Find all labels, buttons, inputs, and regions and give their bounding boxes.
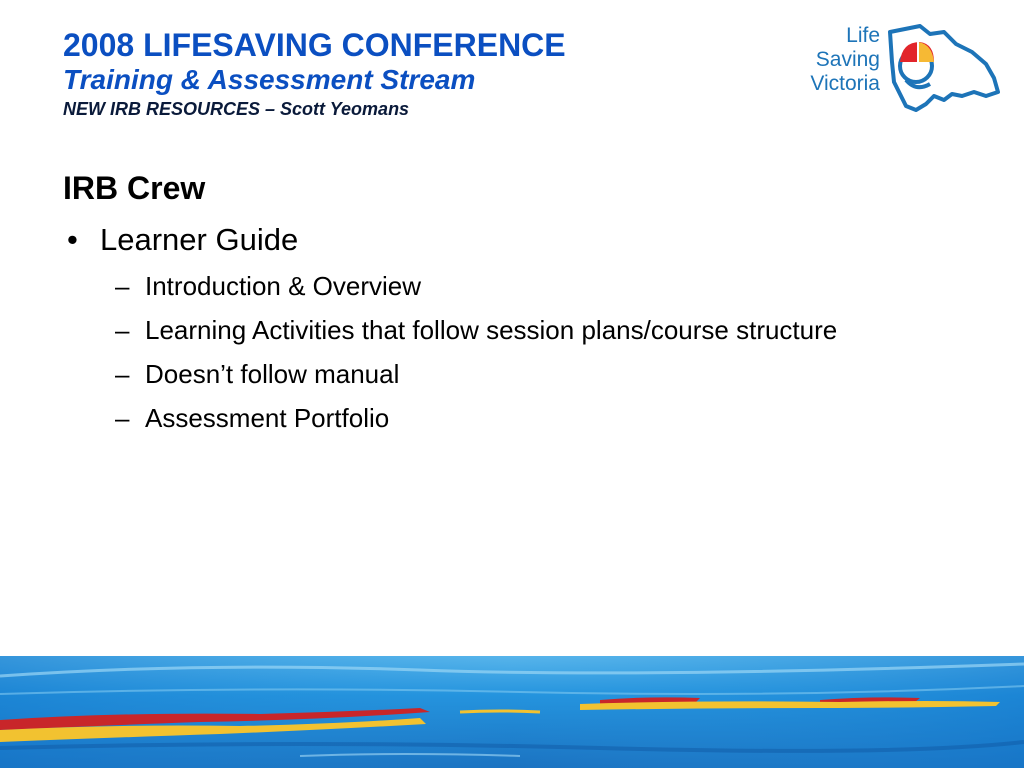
- section-heading: IRB Crew: [63, 170, 206, 206]
- dash-marker: –: [115, 359, 130, 389]
- ocean-banner-image: [0, 656, 1024, 768]
- subitem: [63, 356, 865, 392]
- presenter-line: NEW IRB RESOURCES – Scott Yeomans: [63, 99, 410, 119]
- logo-line-victoria: Victoria: [810, 72, 880, 95]
- subitem-list: [63, 268, 963, 436]
- subitem-label: Learning Activities that follow session plans/course structure: [145, 315, 838, 345]
- slide-content: [63, 166, 963, 444]
- bullet-label: Learner Guide: [100, 222, 299, 257]
- bullet-item: [63, 220, 963, 260]
- subitem: [63, 312, 865, 348]
- slide-header: [63, 26, 566, 122]
- subitem: [63, 268, 865, 304]
- subitem-label: Assessment Portfolio: [145, 403, 390, 433]
- logo-line-saving: Saving: [815, 48, 880, 71]
- logo-line-life: Life: [846, 24, 880, 47]
- lifesaver-head-victoria-map-icon: [886, 22, 1000, 116]
- dash-marker: –: [115, 315, 130, 345]
- subitem: [63, 400, 865, 436]
- subitem-label: Doesn’t follow manual: [145, 359, 400, 389]
- logo-text: [810, 24, 880, 96]
- conference-title: 2008 LIFESAVING CONFERENCE: [63, 27, 566, 63]
- life-saving-victoria-logo: [800, 22, 1000, 116]
- bullet-marker: •: [67, 222, 78, 257]
- stream-title: Training & Assessment Stream: [63, 64, 476, 95]
- dash-marker: –: [115, 403, 130, 433]
- dash-marker: –: [115, 271, 130, 301]
- subitem-label: Introduction & Overview: [145, 271, 422, 301]
